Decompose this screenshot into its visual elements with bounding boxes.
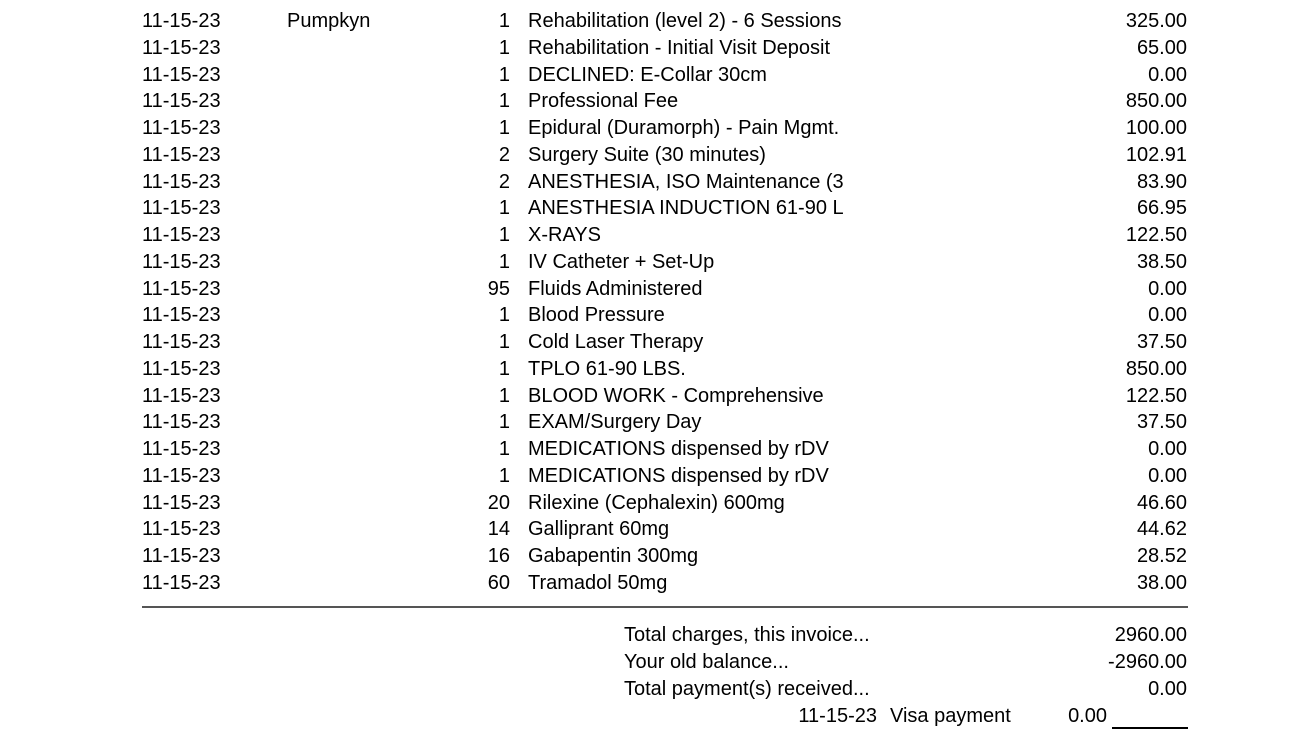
total-charges-label: Total charges, this invoice... [624,624,870,646]
item-quantity: 2 [498,143,510,166]
item-date: 11-15-23 [142,170,221,193]
table-row [0,35,1290,62]
item-description: MEDICATIONS dispensed by rDV [528,464,829,487]
item-description: Fluids Administered [528,277,703,300]
item-date: 11-15-23 [142,464,221,487]
item-date: 11-15-23 [142,438,221,460]
item-description: EXAM/Surgery Day [528,411,702,434]
totals-divider [142,606,1188,608]
payments-received-row [0,676,1290,703]
item-quantity: 1 [498,304,510,327]
old-balance-label: Your old balance... [624,651,789,673]
table-row [0,516,1290,543]
item-description: Surgery Suite (30 minutes) [528,143,766,166]
item-date: 11-15-23 [142,411,221,434]
item-amount: 46.60 [1136,491,1187,514]
item-amount: 66.95 [1136,197,1187,220]
item-date: 11-15-23 [142,571,221,594]
item-date: 11-15-23 [142,304,221,327]
payment-date: 11-15-23 [798,705,877,727]
item-description: ANESTHESIA, ISO Maintenance (3 [528,170,844,193]
item-amount: 0.00 [1148,464,1187,487]
item-quantity: 1 [498,36,510,59]
table-row [0,383,1290,410]
item-description: Galliprant 60mg [528,518,670,541]
table-row [0,62,1290,89]
item-quantity: 2 [498,170,510,193]
item-description: Rehabilitation (level 2) - 6 Sessions [528,10,842,32]
item-date: 11-15-23 [142,10,221,32]
table-row [0,169,1290,196]
item-quantity: 20 [487,491,510,514]
item-description: DECLINED: E-Collar 30cm [528,63,767,86]
item-date: 11-15-23 [142,117,221,139]
table-row [0,543,1290,570]
item-quantity: 14 [487,518,510,541]
table-row [0,115,1290,142]
table-row [0,329,1290,356]
table-row [0,463,1290,490]
total-charges-value: 2960.00 [1114,624,1187,646]
item-date: 11-15-23 [142,197,221,220]
item-description: Rilexine (Cephalexin) 600mg [528,491,785,514]
item-amount: 38.50 [1136,250,1187,273]
table-row [0,302,1290,329]
item-date: 11-15-23 [142,491,221,514]
item-date: 11-15-23 [142,331,221,353]
item-date: 11-15-23 [142,357,221,380]
item-description: IV Catheter + Set-Up [528,250,715,273]
item-date: 11-15-23 [142,384,221,407]
item-quantity: 1 [498,10,510,32]
table-row [0,249,1290,276]
table-row [0,195,1290,222]
item-amount: 28.52 [1136,545,1187,567]
item-description: Epidural (Duramorph) - Pain Mgmt. [528,117,840,139]
payments-received-label: Total payment(s) received... [624,678,870,700]
table-row [0,142,1290,169]
item-description: Blood Pressure [528,304,665,327]
table-row [0,222,1290,249]
item-date: 11-15-23 [142,143,221,166]
item-description: BLOOD WORK - Comprehensive [528,384,824,407]
item-patient: Pumpkyn [287,10,371,32]
item-quantity: 1 [498,464,510,487]
item-date: 11-15-23 [142,63,221,86]
table-row [0,409,1290,436]
item-amount: 0.00 [1148,277,1187,300]
item-amount: 37.50 [1136,411,1187,434]
item-description: ANESTHESIA INDUCTION 61-90 L [528,197,844,220]
item-quantity: 1 [498,224,510,246]
item-description: Cold Laser Therapy [528,331,704,353]
item-description: X-RAYS [528,224,601,246]
item-date: 11-15-23 [142,518,221,541]
item-quantity: 1 [498,197,510,220]
item-date: 11-15-23 [142,277,221,300]
item-description: Gabapentin 300mg [528,545,699,567]
item-date: 11-15-23 [142,250,221,273]
item-amount: 850.00 [1125,90,1187,113]
table-row [0,436,1290,463]
payment-underline [1112,727,1188,729]
item-amount: 0.00 [1148,304,1187,327]
item-quantity: 1 [498,384,510,407]
old-balance-value: -2960.00 [1108,651,1187,673]
item-amount: 44.62 [1136,518,1187,541]
table-row [0,8,1290,35]
item-quantity: 1 [498,250,510,273]
table-row [0,88,1290,115]
item-date: 11-15-23 [142,36,221,59]
item-quantity: 95 [487,277,510,300]
item-amount: 83.90 [1136,170,1187,193]
item-quantity: 1 [498,357,510,380]
item-description: Rehabilitation - Initial Visit Deposit [528,36,831,59]
item-quantity: 1 [498,117,510,139]
item-amount: 102.91 [1125,143,1187,166]
item-description: MEDICATIONS dispensed by rDV [528,438,829,460]
item-quantity: 1 [498,438,510,460]
item-description: Tramadol 50mg [528,571,668,594]
item-amount: 37.50 [1136,331,1187,353]
item-quantity: 16 [487,545,510,567]
item-quantity: 1 [498,63,510,86]
item-amount: 325.00 [1125,10,1187,32]
item-date: 11-15-23 [142,90,221,113]
item-date: 11-15-23 [142,224,221,246]
item-quantity: 60 [487,571,510,594]
item-quantity: 1 [498,90,510,113]
table-row [0,490,1290,517]
item-amount: 38.00 [1136,571,1187,594]
table-row [0,276,1290,303]
item-description: TPLO 61-90 LBS. [528,357,686,380]
table-row [0,570,1290,597]
item-description: Professional Fee [528,90,679,113]
item-amount: 122.50 [1125,224,1187,246]
item-amount: 100.00 [1125,117,1187,139]
item-amount: 0.00 [1148,438,1187,460]
payment-amount: 0.00 [1068,705,1107,727]
table-row [0,356,1290,383]
item-amount: 0.00 [1148,63,1187,86]
payments-received-value: 0.00 [1148,678,1187,700]
old-balance-row [0,649,1290,676]
item-quantity: 1 [498,331,510,353]
item-date: 11-15-23 [142,545,221,567]
payment-row [0,703,1290,730]
item-quantity: 1 [498,411,510,434]
item-amount: 122.50 [1125,384,1187,407]
item-amount: 850.00 [1125,357,1187,380]
item-amount: 65.00 [1136,36,1187,59]
total-charges-row [0,622,1290,649]
payment-label: Visa payment [890,705,1011,727]
